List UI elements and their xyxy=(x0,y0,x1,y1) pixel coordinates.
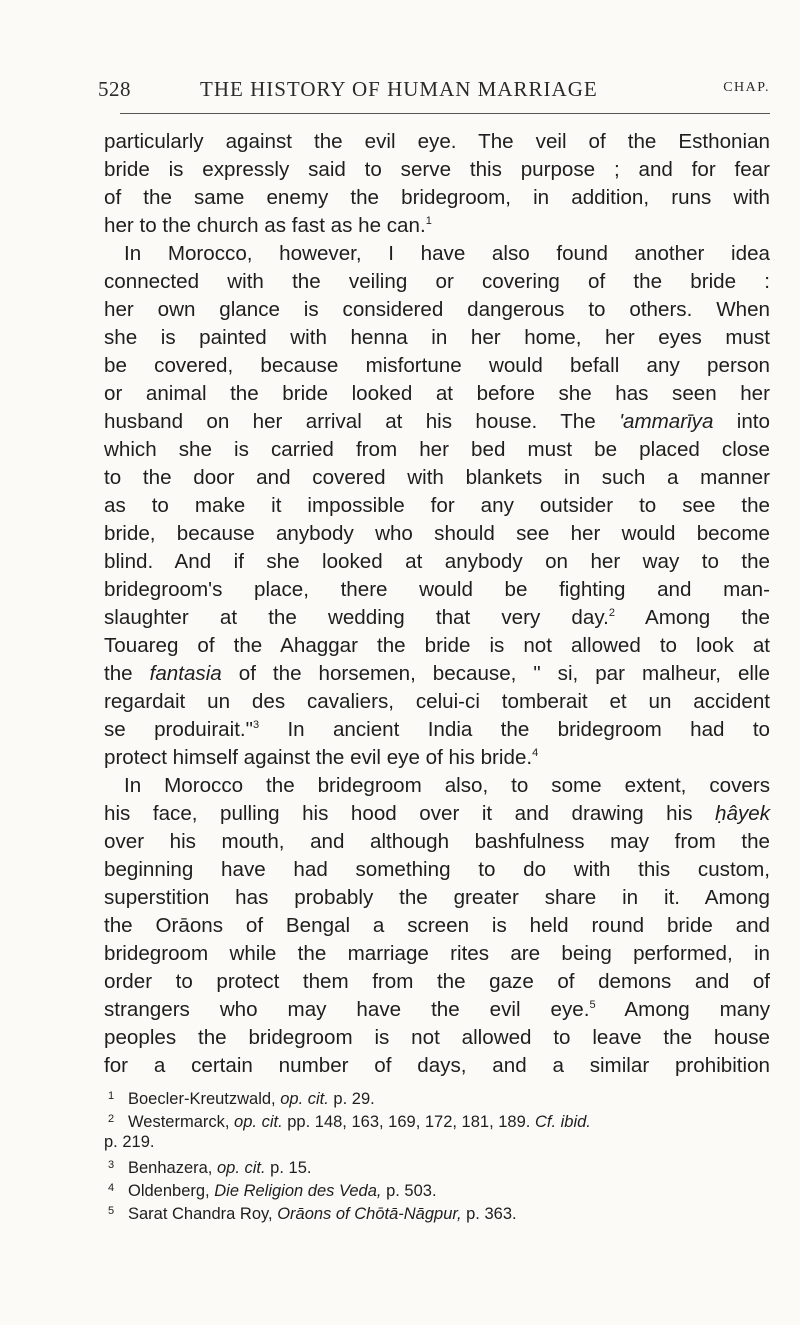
text-line: In Morocco, however, I have also found another idea xyxy=(124,242,770,265)
chapter-label: CHAP. xyxy=(723,80,770,95)
footnote: 1 Boecler-Kreutzwald, op. cit. p. 29. xyxy=(108,1090,375,1108)
footnote-ref: 3 xyxy=(252,719,260,731)
text-line: to the door and covered with blankets in such a manner xyxy=(104,466,770,489)
text-line: her to the church as fast as he can.$^1$ xyxy=(104,214,432,237)
text-line: order to protect them from the gaze of demons and of xyxy=(104,970,770,993)
text-line: In Morocco the bridegroom also, to some extent, covers xyxy=(124,774,770,797)
footnote: 3 Benhazera, op. cit. p. 15. xyxy=(108,1159,312,1177)
footnote: 2 Westermarck, op. cit. pp. 148, 163, 169, 172, 181, 189. Cf. ibid. xyxy=(108,1113,591,1131)
text-line: over his mouth, and although bashfulness may from the xyxy=(104,830,770,853)
book-title: THE HISTORY OF HUMAN MARRIAGE xyxy=(200,77,598,101)
text-line: of the same enemy the bridegroom, in addition, runs with xyxy=(104,186,770,209)
footnote-ref: 5 xyxy=(589,999,596,1011)
term-hayek: ḥâyek xyxy=(715,802,770,825)
footnote-ref: 2 xyxy=(608,607,615,619)
text-line: the Orāons of Bengal a screen is held round bride and xyxy=(104,914,770,937)
footnote: 5 Sarat Chandra Roy, Orāons of Chōtā-Nāgpur, p. 363. xyxy=(108,1205,517,1223)
text-line: husband on her arrival at his house. The 'ammarīya into xyxy=(104,410,770,433)
term-fantasia: fantasia xyxy=(149,662,222,685)
text-line: his face, pulling his hood over it and drawing his ḥâyek xyxy=(104,802,770,825)
text-line: beginning have had something to do with this custom, xyxy=(104,858,770,881)
text-line: bridegroom while the marriage rites are being performed, in xyxy=(104,942,770,965)
text-line: which she is carried from her bed must be placed close xyxy=(104,438,770,461)
text-line: regardait un des cavaliers, celui-ci tomberait et un accident xyxy=(104,690,770,713)
text-line: as to make it impossible for any outsider to see the xyxy=(104,494,770,517)
text-line: for a certain number of days, and a similar prohibition xyxy=(104,1054,770,1077)
text-line: or animal the bride looked at before she has seen her xyxy=(104,382,770,405)
header-rule xyxy=(120,113,770,114)
text-line: superstition has probably the greater share in it. Among xyxy=(104,886,770,909)
text-line: se produirait."$^3$ In ancient India the bridegroom had to xyxy=(104,718,771,741)
text-line: peoples the bridegroom is not allowed to leave the house xyxy=(104,1026,770,1049)
text-line: connected with the veiling or covering of the bride : xyxy=(104,270,770,293)
footnote: 4 Oldenberg, Die Religion des Veda, p. 503. xyxy=(108,1182,437,1200)
footnote-ref: 4 xyxy=(532,747,539,759)
footnote-continuation: p. 219. xyxy=(104,1133,155,1151)
text-line: blind. And if she looked at anybody on her way to the xyxy=(104,550,770,573)
footnote-ref: 1 xyxy=(425,215,432,227)
text-line: bride is expressly said to serve this purpose ; and for fear xyxy=(104,158,770,181)
text-line: bride, because anybody who should see her would become xyxy=(104,522,770,545)
text-line: the fantasia of the horsemen, because, " si, par malheur, elle xyxy=(104,662,771,685)
text-line: strangers who may have the evil eye.$^5$ Among many xyxy=(104,998,771,1021)
running-head xyxy=(98,77,770,107)
text-line: Touareg of the Ahaggar the bride is not allowed to look at xyxy=(104,634,770,657)
text-line: protect himself against the evil eye of his bride.$^4$ xyxy=(104,746,539,769)
text-line: bridegroom's place, there would be fighting and man- xyxy=(104,578,770,601)
text-line: particularly against the evil eye. The veil of the Esthonian xyxy=(104,130,770,153)
text-line: slaughter at the wedding that very day.$^2$ Among the xyxy=(104,606,771,629)
text-line: her own glance is considered dangerous to others. When xyxy=(104,298,770,321)
term-ammariya: 'ammarīya xyxy=(619,410,714,433)
text-line: be covered, because misfortune would befall any person xyxy=(104,354,770,377)
text-line: she is painted with henna in her home, her eyes must xyxy=(104,326,770,349)
page-number: 528 xyxy=(98,77,131,101)
